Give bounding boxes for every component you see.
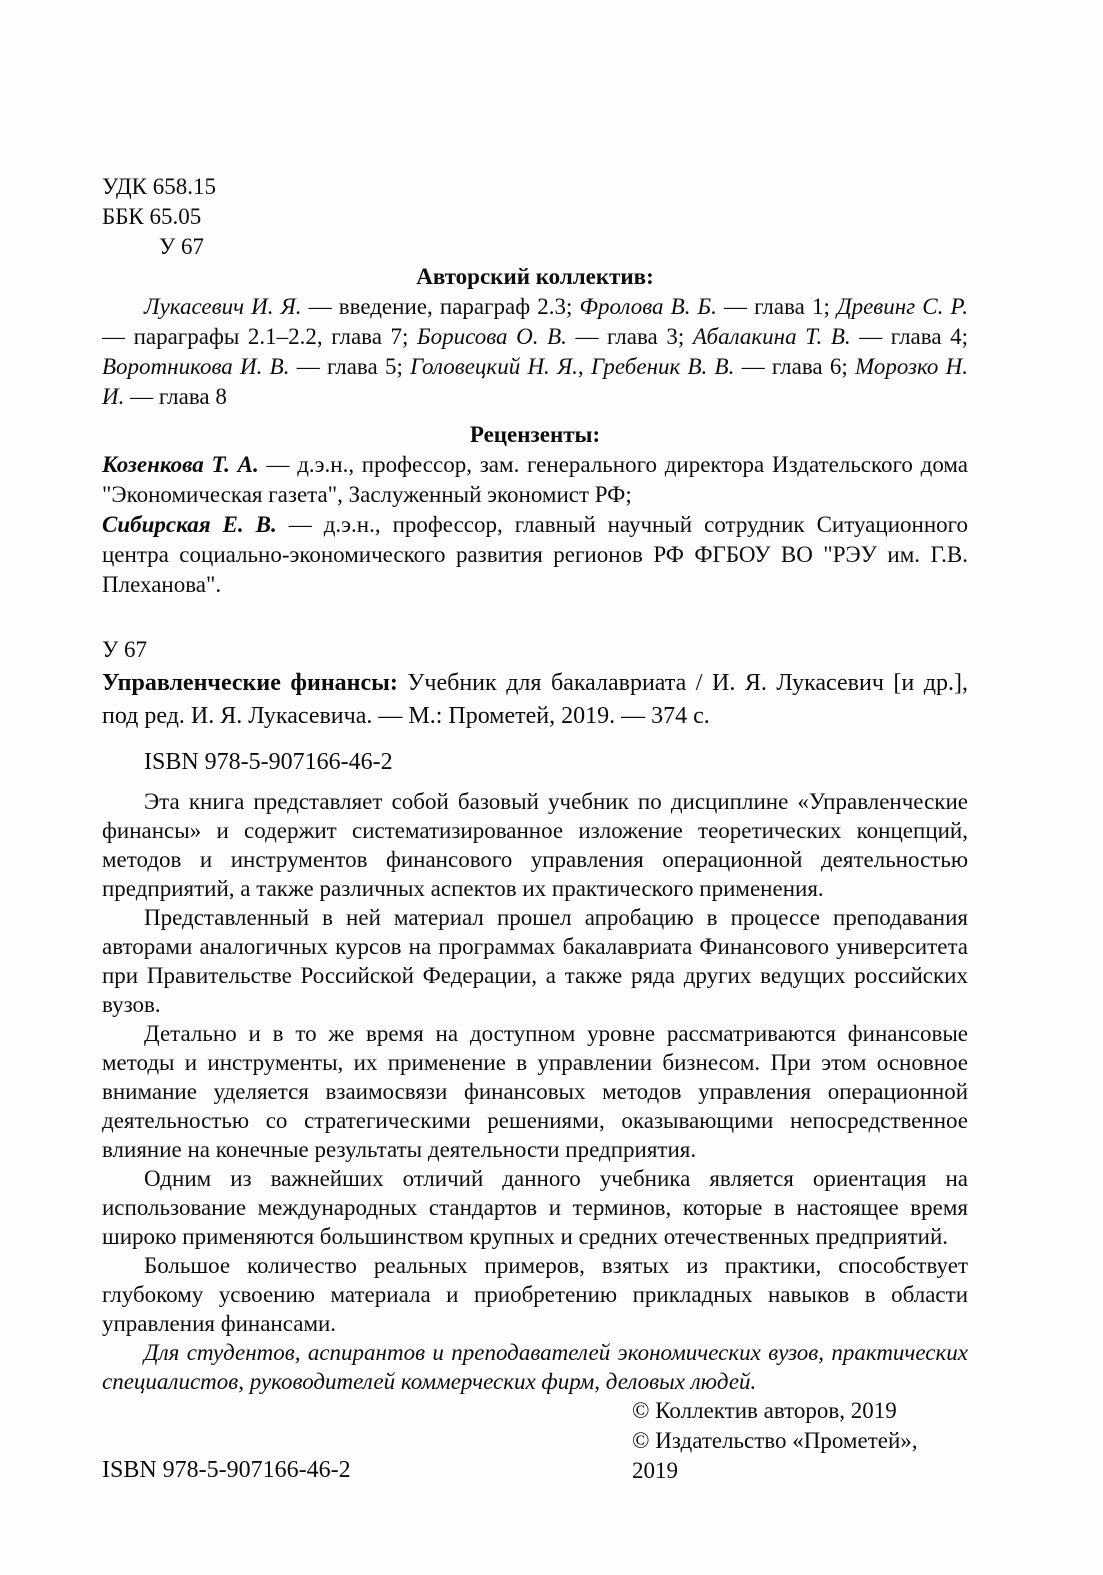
author-role: — глава 6; bbox=[734, 354, 855, 379]
reviewer-description: — д.э.н., профессор, главный научный сотрудник Ситуационного центра социально-экономического развития регионов РФ ФГБОУ ВО "РЭУ им. Г.В. Плеханова". bbox=[102, 512, 968, 597]
author-name: Морозко Н. И. bbox=[102, 354, 969, 409]
annotation-paragraph: Большое количество реальных примеров, взятых из практики, способствует глубокому усвоению материала и приобретению прикладных навыков в области управления финансами. bbox=[102, 1253, 968, 1336]
reviewer-description: — д.э.н., профессор, зам. генерального директора Издательского дома "Экономическая газета", Заслуженный экономист РФ; bbox=[102, 452, 968, 507]
authors-list bbox=[102, 292, 968, 412]
annotation-block bbox=[102, 787, 968, 1396]
authors-heading: Авторский коллектив: bbox=[416, 264, 654, 289]
isbn-top: ISBN 978-5-907166-46-2 bbox=[144, 749, 393, 775]
catalog-code-top: У 67 bbox=[159, 234, 205, 259]
book-title-main: Управленческие финансы: bbox=[102, 670, 398, 696]
audience-paragraph: Для студентов, аспирантов и преподавателей экономических вузов, практических специалистов, руководителей коммерческих фирм, деловых людей. bbox=[102, 1340, 968, 1394]
footer bbox=[102, 1396, 968, 1486]
author-role: — глава 5; bbox=[289, 354, 411, 379]
book-title bbox=[102, 667, 968, 733]
author-name: Лукасевич И. Я. bbox=[144, 294, 302, 319]
isbn-bottom: ISBN 978-5-907166-46-2 bbox=[102, 1457, 351, 1483]
author-name: Древинг С. Р. bbox=[836, 294, 968, 319]
author-name: Абалакина Т. В. bbox=[692, 324, 851, 349]
udk-code: УДК 658.15 bbox=[102, 174, 216, 199]
reviewer-entry bbox=[102, 450, 968, 510]
author-role: — параграфы 2.1–2.2, глава 7; bbox=[102, 324, 418, 349]
author-role: — глава 4; bbox=[850, 324, 968, 349]
author-name: Воротникова И. В. bbox=[102, 354, 290, 379]
author-role: — глава 8 bbox=[124, 384, 227, 409]
annotation-paragraph: Одним из важнейших отличий данного учебника является ориентация на использование международных стандартов и терминов, которые в настоящее время широко применяются большинством крупных и средних отечественных предприятий. bbox=[102, 1166, 968, 1249]
reviewers-heading: Рецензенты: bbox=[469, 422, 601, 447]
author-name: Борисова О. В. bbox=[417, 324, 567, 349]
book-title-subtitle: Учебник для бакалавриата / И. Я. Лукасевич [и др.], под ред. И. Я. Лукасевича. — М.: Прометей, 2019. — 374 с. bbox=[102, 670, 969, 729]
annotation-paragraph: Представленный в ней материал прошел апробацию в процессе преподавания авторами аналогичных курсов на программах бакалавриата Финансового университета при Правительстве Российской Федерации, а также ряда других ведущих российских вузов. bbox=[102, 905, 968, 1017]
reviewer-name: Козенкова Т. А. bbox=[102, 452, 259, 477]
annotation-paragraph: Детально и в то же время на доступном уровне рассматриваются финансовые методы и инструменты, их применение в управлении бизнесом. При этом основное внимание уделяется взаимосвязи финансовых методов управления операционной деятельностью со стратегическими решениями, оказывающими непосредственное влияние на конечные результаты деятельности предприятия. bbox=[102, 1021, 968, 1162]
author-role: — глава 1; bbox=[716, 294, 837, 319]
bbk-code: ББК 65.05 bbox=[102, 204, 202, 229]
copyright-publisher: © Издательство «Прометей», 2019 bbox=[632, 1428, 918, 1483]
author-name: Головецкий Н. Я., Гребеник В. В. bbox=[410, 354, 735, 379]
author-role: — введение, параграф 2.3; bbox=[301, 294, 580, 319]
annotation-paragraph: Эта книга представляет собой базовый учебник по дисциплине «Управленческие финансы» и содержит систематизированное изложение теоретических концепций, методов и инструментов финансового управления операционной деятельностью предприятий, а также различных аспектов их практического применения. bbox=[102, 789, 968, 901]
catalog-code: У 67 bbox=[102, 637, 148, 662]
copyright-block bbox=[632, 1396, 968, 1486]
copyright-authors: © Коллектив авторов, 2019 bbox=[632, 1398, 897, 1423]
author-role: — глава 3; bbox=[566, 324, 693, 349]
reviewer-name: Сибирская Е. В. bbox=[102, 512, 277, 537]
author-name: Фролова В. Б. bbox=[579, 294, 717, 319]
reviewer-entry bbox=[102, 510, 968, 600]
